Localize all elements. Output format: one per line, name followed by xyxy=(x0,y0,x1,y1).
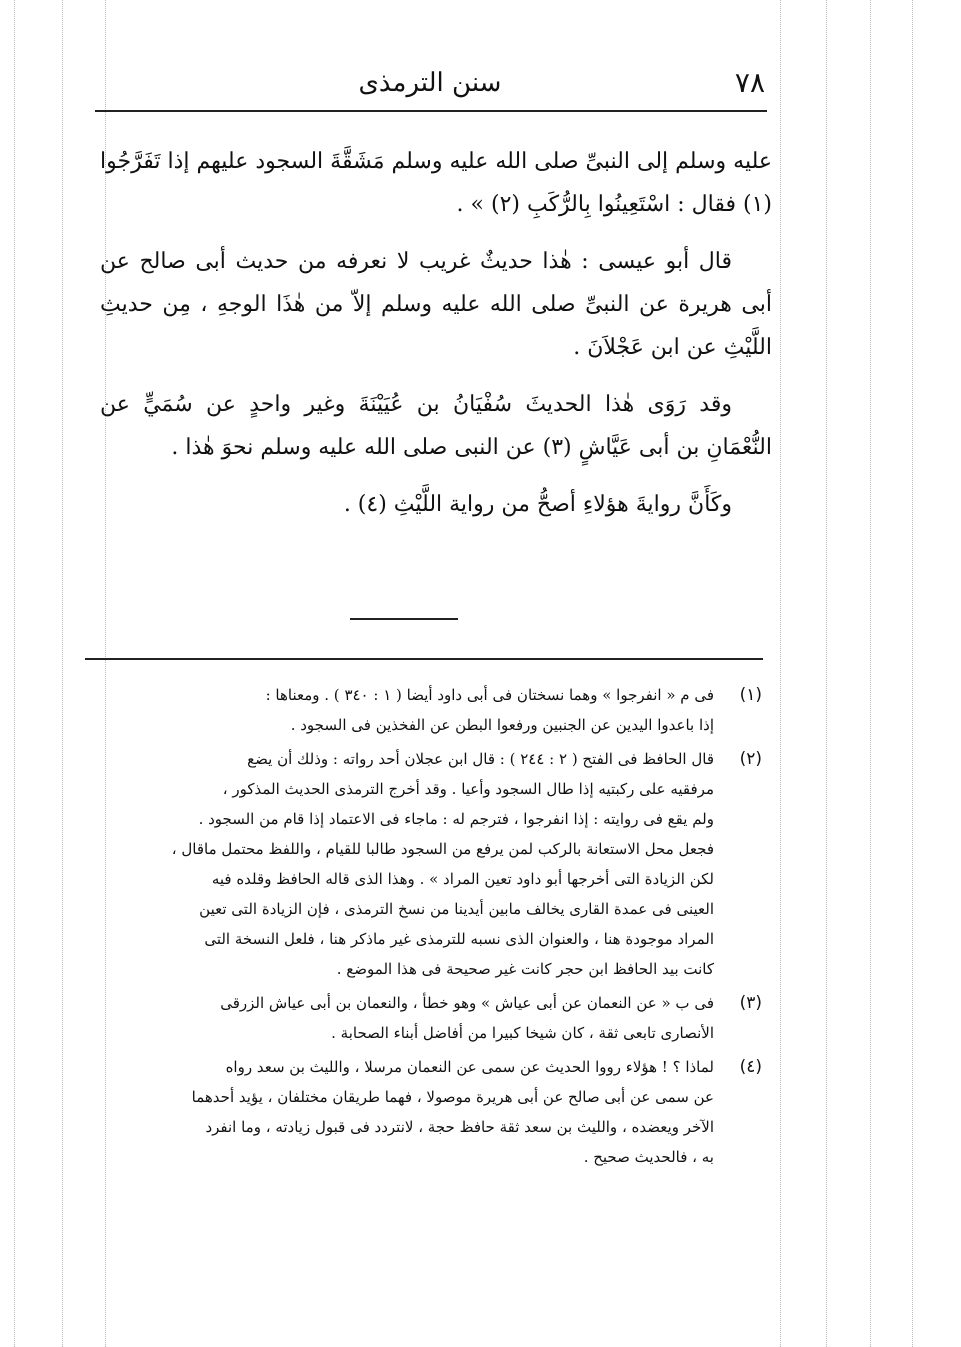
footnotes xyxy=(92,680,762,1176)
footnote-line: كانت بيد الحافظ ابن حجر كانت غير صحيحة فى هذا الموضع . xyxy=(336,960,714,978)
footnote-number: (١) xyxy=(739,685,762,705)
footnote xyxy=(92,988,762,1048)
footnote-line: به ، فالحديث صحيح . xyxy=(583,1148,714,1166)
footnotes-rule xyxy=(85,658,763,660)
page-header xyxy=(95,60,765,106)
section-end-rule xyxy=(350,618,458,620)
footnote-line: مرفقيه على ركبتيه إذا طال السجود وأعيا . وقد أخرج الترمذى الحديث المذكور ، xyxy=(222,780,714,798)
running-title: سنن الترمذى xyxy=(358,68,502,98)
footnote-number: (٤) xyxy=(739,1057,762,1077)
footnote-number: (٣) xyxy=(739,993,762,1013)
footnote-line: العينى فى عمدة القارى يخالف مابين أيدينا من نسخ الترمذى ، فإن الزيادة التى تعين xyxy=(199,900,714,918)
main-text xyxy=(100,140,772,540)
header-rule xyxy=(95,110,767,112)
page-number: ٧٨ xyxy=(734,66,765,99)
footnote-line: الأنصارى تابعى ثقة ، كان شيخا كبيرا من أفاضل أبناء الصحابة . xyxy=(331,1024,714,1042)
footnote xyxy=(92,744,762,984)
footnote-line: ولم يقع فى روايته : إذا انفرجوا ، فترجم له : ماجاء فى الاعتماد إذا قام من السجود . xyxy=(198,810,714,828)
footnote-line: لكن الزيادة التى أخرجها أبو داود تعين المراد » . وهذا الذى قاله الحافظ وقلده فيه xyxy=(211,870,714,888)
body-paragraph: وكَأَنَّ روايةَ هؤلاءِ أصحُّ من رواية اللَّيْثِ (٤) . xyxy=(343,492,732,517)
footnote-text xyxy=(92,1052,714,1172)
footnote-line: فجعل محل الاستعانة بالركب لمن يرفع من السجود طالبا للقيام ، واللفظ محتمل ماقال ، xyxy=(171,840,714,858)
footnote-line: الآخر ويعضده ، والليث بن سعد ثقة حافظ حجة ، لانتردد فى قبول زيادته ، وما انفرد xyxy=(205,1118,714,1136)
footnote-number: (٢) xyxy=(739,749,762,769)
footnote-line: إذا باعدوا اليدين عن الجنبين ورفعوا البطن عن الفخذين فى السجود . xyxy=(290,716,714,734)
footnote-text xyxy=(92,680,714,740)
footnote-line: فى م « انفرجوا » وهما نسختان فى أبى داود أيضا ( ١ : ٣٤٠ ) . ومعناها : xyxy=(265,686,714,704)
body-paragraph: عليه وسلم إلى النبىِّ صلى الله عليه وسلم مَشَقَّةَ السجود عليهم إذا تَفَرَّجُوا (١) فقال : اسْتَعِينُوا بِالرُّكَبِ (٢) » . xyxy=(100,149,772,217)
footnote-line: قال الحافظ فى الفتح ( ٢ : ٢٤٤ ) : قال ابن عجلان أحد رواته : وذلك أن يضع xyxy=(247,750,714,768)
footnote-text xyxy=(92,744,714,984)
body-paragraph: وقد رَوَى هٰذا الحديثَ سُفْيَانُ بن عُيَيْنَةَ وغير واحدٍ عن سُمَيٍّ عن النُّعْمَانِ بن أبى عَيَّاشٍ (٣) عن النبى صلى الله عليه وسلم نحوَ هٰذا . xyxy=(100,392,772,460)
footnote-line: فى ب « عن النعمان عن أبى عياش » وهو خطأ ، والنعمان بن أبى عياش الزرقى xyxy=(220,994,714,1012)
body-paragraph: قال أبو عيسى : هٰذا حديثٌ غريب لا نعرفه من حديث أبى صالح عن أبى هريرة عن النبىِّ صلى الله عليه وسلم إلاّ من هٰذَا الوجهِ ، مِن حديثِ اللَّيْثِ عن ابن عَجْلاَنَ . xyxy=(100,249,772,360)
footnote-line: عن سمى عن أبى صالح عن أبى هريرة موصولا ، فهما طريقان مختلفان ، يؤيد أحدهما xyxy=(191,1088,714,1106)
footnote-line: لماذا ؟ ! هؤلاء رووا الحديث عن سمى عن النعمان مرسلا ، والليث بن سعد رواه xyxy=(225,1058,714,1076)
footnote xyxy=(92,680,762,740)
footnote-line: المراد موجودة هنا ، والعنوان الذى نسبه للترمذى غير ماذكر هنا ، فلعل النسخة التى xyxy=(204,930,714,948)
footnote-text xyxy=(92,988,714,1048)
footnote xyxy=(92,1052,762,1172)
